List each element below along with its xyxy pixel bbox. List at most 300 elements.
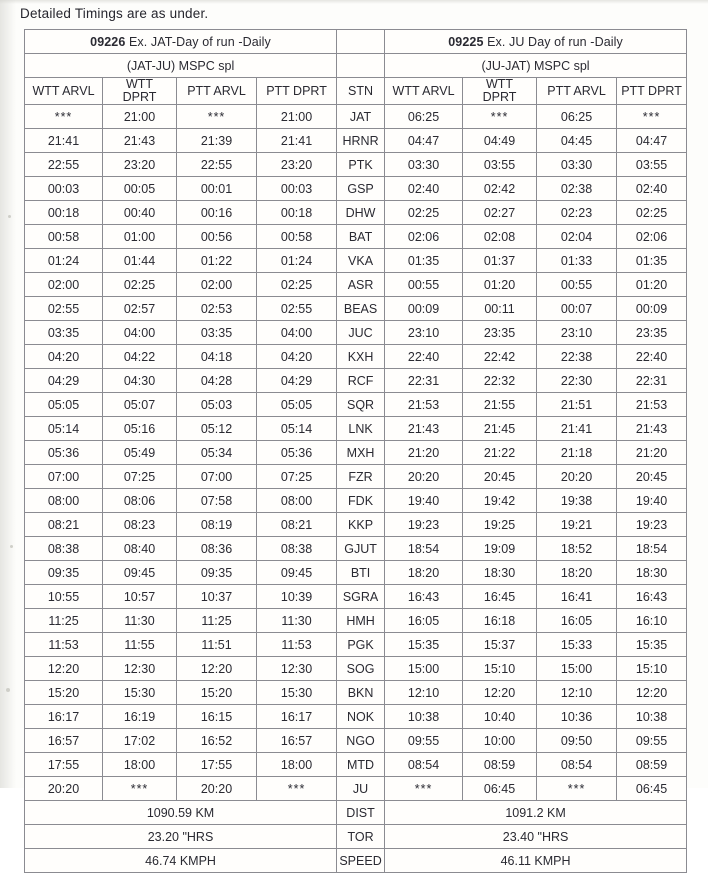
cell-left-ptt-dprt: 12:30: [257, 657, 337, 681]
cell-left-wtt-dprt: 07:25: [103, 465, 177, 489]
table-row: [25, 705, 687, 729]
cell-left-ptt-dprt: 05:14: [257, 417, 337, 441]
scan-speck: [6, 688, 10, 692]
cell-left-ptt-arvl: 00:01: [177, 177, 257, 201]
cell-left-ptt-arvl: 05:12: [177, 417, 257, 441]
table-row: [25, 609, 687, 633]
cell-left-ptt-dprt: 07:25: [257, 465, 337, 489]
cell-right-wtt-arvl: 19:40: [385, 489, 463, 513]
cell-right-ptt-dprt: 18:30: [617, 561, 687, 585]
cell-left-ptt-arvl: 17:55: [177, 753, 257, 777]
cell-station-code: PTK: [337, 153, 385, 177]
timings-table-wrapper: [24, 29, 686, 873]
cell-right-wtt-arvl: 18:54: [385, 537, 463, 561]
header-left-sub: (JAT-JU) MSPC spl: [25, 54, 337, 78]
cell-left-ptt-arvl: 04:18: [177, 345, 257, 369]
cell-right-ptt-arvl: 18:20: [537, 561, 617, 585]
cell-right-wtt-dprt: 08:59: [463, 753, 537, 777]
cell-left-ptt-arvl: 01:22: [177, 249, 257, 273]
table-row: [25, 369, 687, 393]
cell-right-ptt-dprt: 15:10: [617, 657, 687, 681]
cell-right-wtt-arvl: 02:06: [385, 225, 463, 249]
no-time-marker: ***: [54, 109, 73, 124]
cell-left-wtt-dprt: 17:02: [103, 729, 177, 753]
cell-right-ptt-dprt: [617, 105, 687, 129]
cell-left-ptt-dprt: 08:38: [257, 537, 337, 561]
cell-left-ptt-arvl: 22:55: [177, 153, 257, 177]
cell-right-wtt-arvl: 03:30: [385, 153, 463, 177]
cell-left-ptt-dprt: 02:55: [257, 297, 337, 321]
table-row: [25, 753, 687, 777]
cell-station-code: BKN: [337, 681, 385, 705]
cell-station-code: HMH: [337, 609, 385, 633]
header-left-train-number: 09226: [90, 34, 126, 49]
cell-right-wtt-dprt: 16:18: [463, 609, 537, 633]
cell-station-code: NGO: [337, 729, 385, 753]
cell-station-code: VKA: [337, 249, 385, 273]
cell-right-wtt-arvl: 19:23: [385, 513, 463, 537]
cell-right-wtt-dprt: 02:42: [463, 177, 537, 201]
cell-left-wtt-dprt: [103, 777, 177, 801]
cell-station-code: JAT: [337, 105, 385, 129]
cell-station-code: FZR: [337, 465, 385, 489]
cell-left-wtt-dprt: 00:40: [103, 201, 177, 225]
cell-right-wtt-arvl: 10:38: [385, 705, 463, 729]
no-time-marker: ***: [642, 109, 661, 124]
column-header-left-wtt-arvl: WTT ARVL: [25, 78, 103, 105]
cell-right-ptt-dprt: 01:20: [617, 273, 687, 297]
cell-station-code: ASR: [337, 273, 385, 297]
table-row: [25, 105, 687, 129]
cell-right-wtt-dprt: [463, 105, 537, 129]
cell-left-wtt-arvl: 00:18: [25, 201, 103, 225]
cell-right-ptt-dprt: 21:53: [617, 393, 687, 417]
cell-left-wtt-arvl: 05:05: [25, 393, 103, 417]
cell-right-ptt-dprt: 02:25: [617, 201, 687, 225]
cell-left-wtt-dprt: 08:23: [103, 513, 177, 537]
cell-left-wtt-arvl: 17:55: [25, 753, 103, 777]
cell-left-ptt-arvl: 07:00: [177, 465, 257, 489]
cell-right-wtt-arvl: 04:47: [385, 129, 463, 153]
footer-right-value: 46.11 KMPH: [385, 849, 687, 873]
cell-right-ptt-arvl: 10:36: [537, 705, 617, 729]
table-row: [25, 201, 687, 225]
cell-left-wtt-dprt: 18:00: [103, 753, 177, 777]
cell-left-wtt-dprt: 16:19: [103, 705, 177, 729]
table-row: [25, 441, 687, 465]
cell-left-ptt-arvl: 21:39: [177, 129, 257, 153]
table-header-sub-row: [25, 54, 687, 78]
cell-left-wtt-dprt: 04:22: [103, 345, 177, 369]
cell-right-wtt-dprt: 10:00: [463, 729, 537, 753]
footer-label: DIST: [337, 801, 385, 825]
cell-left-ptt-dprt: 21:00: [257, 105, 337, 129]
cell-right-wtt-arvl: 00:55: [385, 273, 463, 297]
cell-right-wtt-arvl: 21:53: [385, 393, 463, 417]
table-row: [25, 129, 687, 153]
header-center-blank: [337, 30, 385, 54]
cell-right-wtt-dprt: 20:45: [463, 465, 537, 489]
cell-right-wtt-dprt: 06:45: [463, 777, 537, 801]
cell-left-wtt-dprt: 10:57: [103, 585, 177, 609]
cell-left-wtt-arvl: 21:41: [25, 129, 103, 153]
cell-left-wtt-arvl: 15:20: [25, 681, 103, 705]
cell-left-ptt-dprt: 04:29: [257, 369, 337, 393]
cell-left-ptt-dprt: 02:25: [257, 273, 337, 297]
cell-right-wtt-arvl: 08:54: [385, 753, 463, 777]
cell-right-wtt-dprt: 15:37: [463, 633, 537, 657]
cell-right-ptt-arvl: 00:07: [537, 297, 617, 321]
cell-station-code: MXH: [337, 441, 385, 465]
cell-right-wtt-dprt: 10:40: [463, 705, 537, 729]
table-row: [25, 561, 687, 585]
cell-station-code: NOK: [337, 705, 385, 729]
cell-right-wtt-dprt: 01:37: [463, 249, 537, 273]
cell-left-wtt-dprt: 09:45: [103, 561, 177, 585]
no-time-marker: ***: [130, 781, 149, 796]
column-header-right-wtt-arvl: WTT ARVL: [385, 78, 463, 105]
table-header-columns-row: [25, 78, 687, 105]
timings-footer: [25, 801, 687, 873]
cell-right-wtt-dprt: 16:45: [463, 585, 537, 609]
cell-left-ptt-arvl: 10:37: [177, 585, 257, 609]
cell-right-wtt-dprt: 19:25: [463, 513, 537, 537]
footer-row: [25, 825, 687, 849]
cell-right-ptt-arvl: 16:05: [537, 609, 617, 633]
cell-left-ptt-arvl: 02:53: [177, 297, 257, 321]
scan-edge-left: [0, 0, 16, 788]
cell-left-ptt-dprt: 10:39: [257, 585, 337, 609]
cell-left-ptt-dprt: 11:30: [257, 609, 337, 633]
cell-left-wtt-arvl: 20:20: [25, 777, 103, 801]
cell-left-ptt-arvl: 16:52: [177, 729, 257, 753]
cell-right-ptt-dprt: 18:54: [617, 537, 687, 561]
cell-right-ptt-arvl: 12:10: [537, 681, 617, 705]
cell-right-wtt-dprt: 21:55: [463, 393, 537, 417]
cell-left-wtt-arvl: 08:21: [25, 513, 103, 537]
cell-right-ptt-arvl: 23:10: [537, 321, 617, 345]
cell-left-ptt-arvl: 11:51: [177, 633, 257, 657]
cell-left-wtt-arvl: 00:03: [25, 177, 103, 201]
footer-left-value: 23.20 "HRS: [25, 825, 337, 849]
cell-left-ptt-arvl: 16:15: [177, 705, 257, 729]
cell-station-code: JUC: [337, 321, 385, 345]
cell-right-wtt-arvl: 02:40: [385, 177, 463, 201]
table-row: [25, 297, 687, 321]
footer-left-value: 1090.59 KM: [25, 801, 337, 825]
cell-right-ptt-arvl: 20:20: [537, 465, 617, 489]
cell-left-ptt-arvl: 12:20: [177, 657, 257, 681]
cell-left-ptt-arvl: 04:28: [177, 369, 257, 393]
cell-left-ptt-arvl: 09:35: [177, 561, 257, 585]
cell-right-ptt-arvl: 15:00: [537, 657, 617, 681]
cell-left-ptt-dprt: [257, 777, 337, 801]
cell-right-ptt-arvl: 15:33: [537, 633, 617, 657]
table-row: [25, 177, 687, 201]
cell-station-code: BEAS: [337, 297, 385, 321]
cell-left-ptt-arvl: 08:19: [177, 513, 257, 537]
scan-edge-top: [0, 0, 708, 4]
cell-station-code: KKP: [337, 513, 385, 537]
cell-left-ptt-arvl: 05:03: [177, 393, 257, 417]
cell-left-wtt-dprt: 01:00: [103, 225, 177, 249]
cell-right-wtt-arvl: 22:31: [385, 369, 463, 393]
no-time-marker: ***: [567, 781, 586, 796]
cell-left-ptt-dprt: 11:53: [257, 633, 337, 657]
cell-right-ptt-dprt: 15:35: [617, 633, 687, 657]
cell-right-wtt-arvl: 23:10: [385, 321, 463, 345]
cell-station-code: DHW: [337, 201, 385, 225]
cell-right-wtt-arvl: 12:10: [385, 681, 463, 705]
cell-station-code: LNK: [337, 417, 385, 441]
cell-station-code: KXH: [337, 345, 385, 369]
table-row: [25, 225, 687, 249]
table-row: [25, 513, 687, 537]
cell-left-wtt-dprt: 02:25: [103, 273, 177, 297]
cell-left-wtt-dprt: 11:30: [103, 609, 177, 633]
table-row: [25, 729, 687, 753]
header-right-train-number: 09225: [448, 34, 484, 49]
no-time-marker: ***: [414, 781, 433, 796]
cell-right-ptt-dprt: 01:35: [617, 249, 687, 273]
cell-left-wtt-arvl: 22:55: [25, 153, 103, 177]
cell-left-wtt-arvl: 02:55: [25, 297, 103, 321]
footer-right-value: 1091.2 KM: [385, 801, 687, 825]
cell-station-code: JU: [337, 777, 385, 801]
cell-right-ptt-arvl: 04:45: [537, 129, 617, 153]
cell-left-wtt-arvl: 09:35: [25, 561, 103, 585]
cell-station-code: HRNR: [337, 129, 385, 153]
cell-right-ptt-arvl: 02:04: [537, 225, 617, 249]
cell-right-ptt-dprt: 10:38: [617, 705, 687, 729]
cell-station-code: BTI: [337, 561, 385, 585]
table-row: [25, 273, 687, 297]
cell-left-wtt-dprt: 23:20: [103, 153, 177, 177]
header-right-sub: (JU-JAT) MSPC spl: [385, 54, 687, 78]
cell-left-wtt-dprt: 08:40: [103, 537, 177, 561]
cell-left-wtt-dprt: 04:00: [103, 321, 177, 345]
cell-right-ptt-arvl: 21:41: [537, 417, 617, 441]
cell-left-wtt-arvl: 08:38: [25, 537, 103, 561]
cell-left-ptt-dprt: 16:17: [257, 705, 337, 729]
cell-left-ptt-arvl: 00:16: [177, 201, 257, 225]
cell-left-wtt-dprt: 02:57: [103, 297, 177, 321]
cell-right-ptt-arvl: 21:18: [537, 441, 617, 465]
cell-left-ptt-dprt: 21:41: [257, 129, 337, 153]
cell-left-ptt-dprt: 16:57: [257, 729, 337, 753]
cell-right-wtt-arvl: 00:09: [385, 297, 463, 321]
cell-right-wtt-arvl: 16:43: [385, 585, 463, 609]
column-header-left-wtt-dprt: WTT DPRT: [103, 78, 177, 105]
cell-station-code: GJUT: [337, 537, 385, 561]
cell-right-wtt-dprt: 21:22: [463, 441, 537, 465]
cell-right-wtt-dprt: 00:11: [463, 297, 537, 321]
table-row: [25, 537, 687, 561]
cell-left-ptt-arvl: 07:58: [177, 489, 257, 513]
table-row: [25, 345, 687, 369]
cell-right-ptt-arvl: [537, 777, 617, 801]
footer-label: TOR: [337, 825, 385, 849]
cell-right-ptt-arvl: 02:38: [537, 177, 617, 201]
cell-left-ptt-dprt: 00:58: [257, 225, 337, 249]
column-header-stn: STN: [337, 78, 385, 105]
cell-right-wtt-dprt: 15:10: [463, 657, 537, 681]
cell-right-ptt-arvl: 03:30: [537, 153, 617, 177]
cell-right-ptt-dprt: 22:31: [617, 369, 687, 393]
cell-station-code: SQR: [337, 393, 385, 417]
cell-left-ptt-arvl: 11:25: [177, 609, 257, 633]
cell-right-wtt-arvl: 22:40: [385, 345, 463, 369]
cell-left-wtt-arvl: [25, 105, 103, 129]
header-center-sub-blank: [337, 54, 385, 78]
cell-right-ptt-dprt: 00:09: [617, 297, 687, 321]
cell-right-wtt-dprt: 23:35: [463, 321, 537, 345]
cell-left-wtt-arvl: 05:14: [25, 417, 103, 441]
cell-right-ptt-dprt: 20:45: [617, 465, 687, 489]
cell-left-wtt-arvl: 08:00: [25, 489, 103, 513]
cell-right-ptt-dprt: 04:47: [617, 129, 687, 153]
table-row: [25, 249, 687, 273]
column-header-right-wtt-dprt: WTT DPRT: [463, 78, 537, 105]
cell-right-ptt-arvl: 02:23: [537, 201, 617, 225]
scan-speck: [10, 545, 13, 548]
cell-right-wtt-arvl: 15:00: [385, 657, 463, 681]
cell-left-ptt-dprt: 08:21: [257, 513, 337, 537]
cell-right-wtt-dprt: 01:20: [463, 273, 537, 297]
header-left-train: [25, 30, 337, 54]
table-row: [25, 321, 687, 345]
cell-right-ptt-dprt: 09:55: [617, 729, 687, 753]
cell-station-code: SOG: [337, 657, 385, 681]
cell-left-wtt-arvl: 12:20: [25, 657, 103, 681]
cell-left-ptt-dprt: 15:30: [257, 681, 337, 705]
cell-left-wtt-dprt: 05:16: [103, 417, 177, 441]
cell-left-wtt-arvl: 01:24: [25, 249, 103, 273]
cell-right-wtt-arvl: 09:55: [385, 729, 463, 753]
cell-right-wtt-dprt: 02:08: [463, 225, 537, 249]
header-left-train-desc: Ex. JAT-Day of run -Daily: [129, 34, 271, 49]
cell-left-ptt-dprt: 08:00: [257, 489, 337, 513]
cell-left-wtt-arvl: 03:35: [25, 321, 103, 345]
cell-right-ptt-arvl: 09:50: [537, 729, 617, 753]
cell-left-wtt-dprt: 11:55: [103, 633, 177, 657]
table-header-train-row: [25, 30, 687, 54]
cell-right-ptt-dprt: 21:43: [617, 417, 687, 441]
column-header-right-ptt-arvl: PTT ARVL: [537, 78, 617, 105]
table-row: [25, 681, 687, 705]
cell-right-wtt-arvl: 21:43: [385, 417, 463, 441]
cell-left-ptt-dprt: 00:03: [257, 177, 337, 201]
cell-left-ptt-arvl: 02:00: [177, 273, 257, 297]
cell-right-ptt-dprt: 03:55: [617, 153, 687, 177]
footer-left-value: 46.74 KMPH: [25, 849, 337, 873]
cell-left-ptt-arvl: 20:20: [177, 777, 257, 801]
cell-right-wtt-arvl: 06:25: [385, 105, 463, 129]
footer-right-value: 23.40 "HRS: [385, 825, 687, 849]
cell-right-wtt-arvl: 15:35: [385, 633, 463, 657]
column-header-left-ptt-dprt: PTT DPRT: [257, 78, 337, 105]
cell-right-ptt-arvl: 06:25: [537, 105, 617, 129]
cell-right-wtt-arvl: 20:20: [385, 465, 463, 489]
cell-right-ptt-arvl: 01:33: [537, 249, 617, 273]
cell-left-ptt-dprt: 04:20: [257, 345, 337, 369]
cell-right-wtt-dprt: 04:49: [463, 129, 537, 153]
cell-left-ptt-dprt: 05:36: [257, 441, 337, 465]
table-row: [25, 489, 687, 513]
cell-left-wtt-arvl: 16:57: [25, 729, 103, 753]
cell-station-code: BAT: [337, 225, 385, 249]
cell-right-ptt-dprt: 02:40: [617, 177, 687, 201]
page-caption: Detailed Timings are as under.: [20, 6, 209, 21]
cell-right-ptt-dprt: 08:59: [617, 753, 687, 777]
timings-rows: [25, 105, 687, 801]
cell-station-code: GSP: [337, 177, 385, 201]
cell-station-code: RCF: [337, 369, 385, 393]
cell-left-wtt-dprt: 21:43: [103, 129, 177, 153]
cell-left-wtt-arvl: 11:25: [25, 609, 103, 633]
cell-right-ptt-arvl: 22:30: [537, 369, 617, 393]
no-time-marker: ***: [207, 109, 226, 124]
cell-right-ptt-arvl: 21:51: [537, 393, 617, 417]
cell-left-wtt-dprt: 05:49: [103, 441, 177, 465]
cell-left-wtt-dprt: 05:07: [103, 393, 177, 417]
cell-left-wtt-dprt: 04:30: [103, 369, 177, 393]
cell-right-wtt-arvl: [385, 777, 463, 801]
cell-right-ptt-arvl: 16:41: [537, 585, 617, 609]
table-row: [25, 585, 687, 609]
cell-right-wtt-dprt: 21:45: [463, 417, 537, 441]
cell-left-ptt-arvl: 15:20: [177, 681, 257, 705]
cell-right-ptt-dprt: 16:10: [617, 609, 687, 633]
cell-left-wtt-dprt: 21:00: [103, 105, 177, 129]
cell-station-code: FDK: [337, 489, 385, 513]
footer-row: [25, 849, 687, 873]
cell-left-wtt-arvl: 10:55: [25, 585, 103, 609]
scan-speck: [8, 215, 11, 218]
cell-right-ptt-dprt: 19:40: [617, 489, 687, 513]
cell-left-wtt-arvl: 05:36: [25, 441, 103, 465]
cell-right-wtt-dprt: 19:09: [463, 537, 537, 561]
header-right-train-desc: Ex. JU Day of run -Daily: [487, 34, 623, 49]
timings-table: [24, 29, 687, 873]
cell-left-ptt-dprt: 04:00: [257, 321, 337, 345]
cell-station-code: PGK: [337, 633, 385, 657]
cell-left-wtt-dprt: 01:44: [103, 249, 177, 273]
cell-right-ptt-arvl: 19:38: [537, 489, 617, 513]
table-row: [25, 465, 687, 489]
table-row: [25, 153, 687, 177]
cell-right-ptt-arvl: 00:55: [537, 273, 617, 297]
cell-left-ptt-dprt: 05:05: [257, 393, 337, 417]
cell-right-ptt-arvl: 19:21: [537, 513, 617, 537]
cell-left-ptt-arvl: 08:36: [177, 537, 257, 561]
cell-right-ptt-dprt: 16:43: [617, 585, 687, 609]
cell-right-wtt-arvl: 18:20: [385, 561, 463, 585]
cell-right-wtt-dprt: 19:42: [463, 489, 537, 513]
cell-right-ptt-arvl: 08:54: [537, 753, 617, 777]
no-time-marker: ***: [287, 781, 306, 796]
cell-right-ptt-dprt: 06:45: [617, 777, 687, 801]
cell-left-wtt-dprt: 15:30: [103, 681, 177, 705]
cell-right-wtt-dprt: 12:20: [463, 681, 537, 705]
cell-right-wtt-arvl: 01:35: [385, 249, 463, 273]
cell-left-ptt-dprt: 00:18: [257, 201, 337, 225]
no-time-marker: ***: [490, 109, 509, 124]
footer-row: [25, 801, 687, 825]
table-row: [25, 417, 687, 441]
cell-left-ptt-arvl: [177, 105, 257, 129]
cell-right-wtt-arvl: 02:25: [385, 201, 463, 225]
